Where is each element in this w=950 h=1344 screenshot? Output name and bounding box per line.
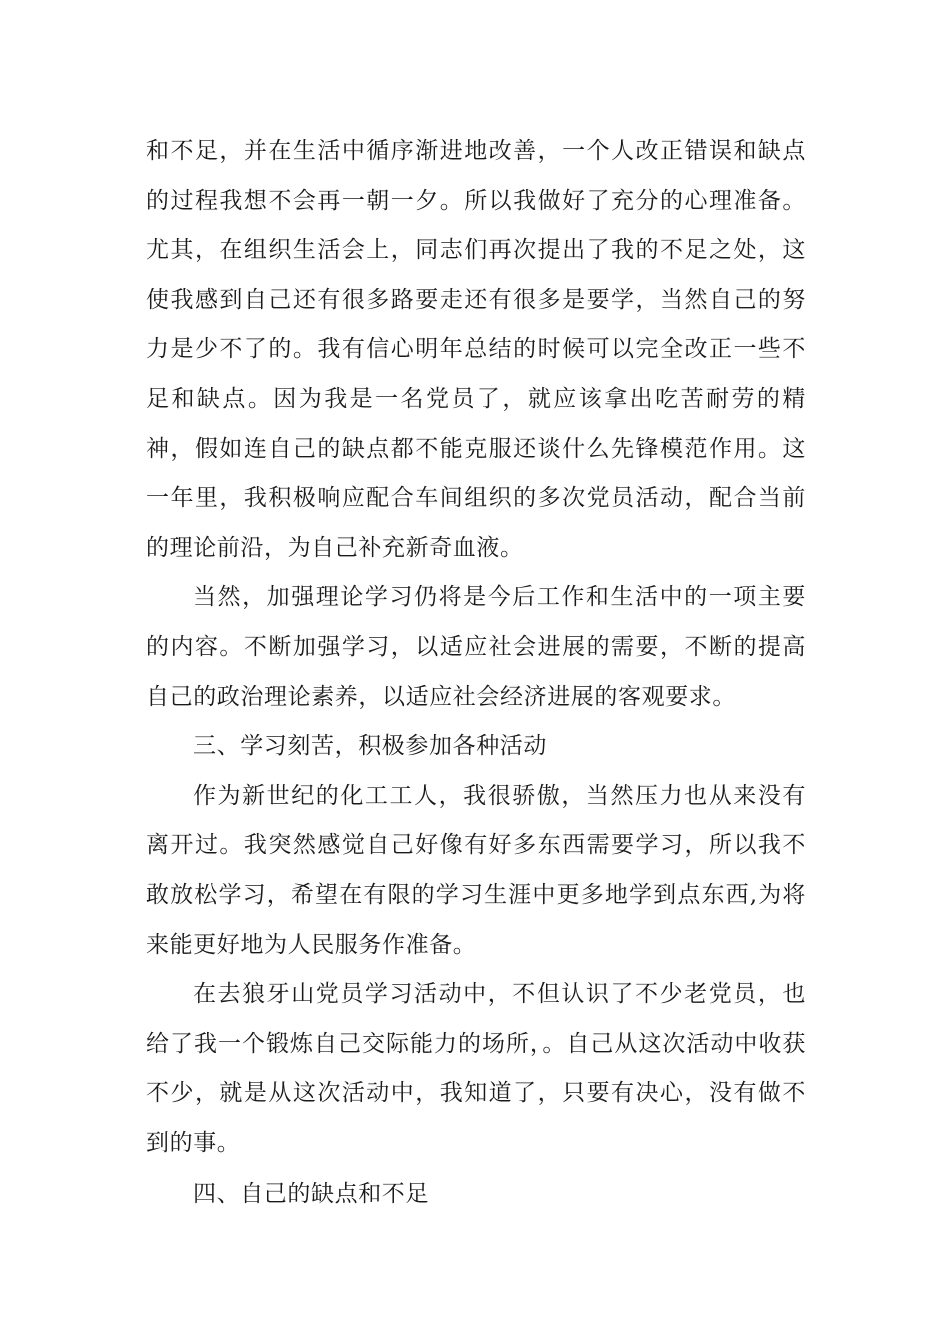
section-heading-three: 三、学习刻苦，积极参加各种活动	[193, 733, 547, 760]
section-heading-four: 四、自己的缺点和不足	[193, 1181, 429, 1208]
paragraph-theory-study: 当然，加强理论学习仍将是今后工作和生活中的一项主要的内容。不断加强学习，以适应社会进展的需要，不断的提高自己的政治理论素养，以适应社会经济进展的客观要求。	[146, 584, 806, 710]
document-body	[146, 127, 806, 1220]
paragraph-continued: 和不足，并在生活中循序渐进地改善，一个人改正错误和缺点的过程我想不会再一朝一夕。所以我做好了充分的心理准备。尤其，在组织生活会上，同志们再次提出了我的不足之处，这使我感到自己还有很多路要走还有很多是要学，当然自己的努力是少不了的。我有信心明年总结的时候可以完全改正一些不足和缺点。因为我是一名党员了，就应该拿出吃苦耐劳的精神，假如连自己的缺点都不能克服还谈什么先锋模范作用。这一年里，我积极响应配合车间组织的多次党员活动，配合当前的理论前沿，为自己补充新奇血液。	[146, 138, 806, 561]
paragraph-new-century-worker: 作为新世纪的化工工人，我很骄傲，当然压力也从来没有离开过。我突然感觉自己好像有好多东西需要学习，所以我不敢放松学习，希望在有限的学习生涯中更多地学到点东西,为将来能更好地为人民服务作准备。	[146, 782, 806, 958]
paragraph-langya-mountain: 在去狼牙山党员学习活动中，不但认识了不少老党员，也给了我一个锻炼自己交际能力的场所，。自己从这次活动中收获不少，就是从这次活动中，我知道了，只要有决心，没有做不到的事。	[146, 981, 806, 1156]
